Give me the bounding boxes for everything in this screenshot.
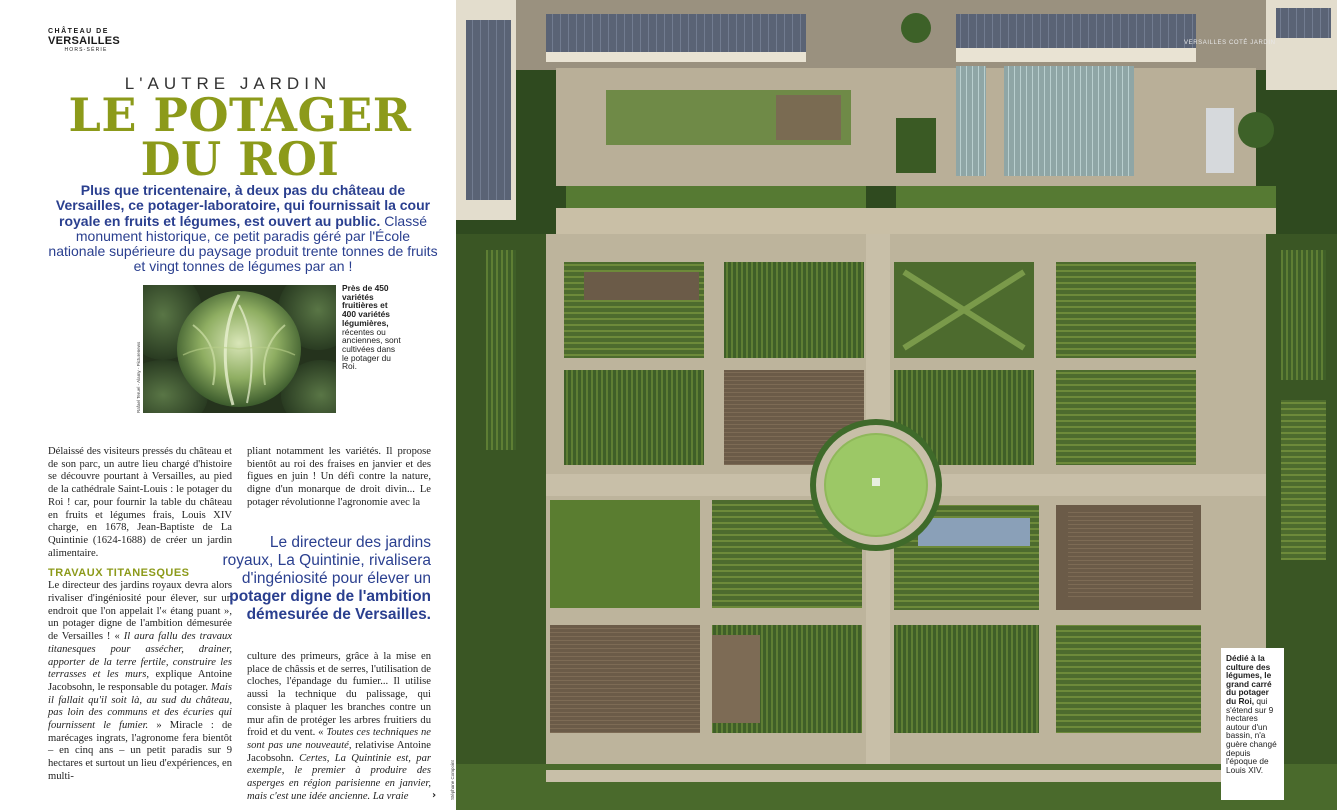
italic-quote: Mais il fallait qu'il soit là, au sud du château, pas loin des communs et des écuries qui fournissent le fumier. bbox=[48, 681, 232, 732]
body-column-2-top bbox=[247, 446, 431, 510]
next-page-arrow-icon: › bbox=[432, 790, 437, 801]
photo-caption-rest: récentes ou anciennes, sont cultivées dans le potager du Roi. bbox=[342, 326, 401, 372]
standfirst-bold: Plus que tricentenaire, à deux pas du château de Versailles, ce potager-laboratoire, qui fournissait la cour royale en fruits et légumes, est ouvert au public. bbox=[55, 182, 431, 229]
text-run: explique Antoine Jacobsohn, le responsable du potager. bbox=[48, 669, 232, 693]
body-column-1 bbox=[48, 446, 232, 784]
right-page bbox=[456, 0, 1337, 810]
body-paragraph: Délaissé des visiteurs pressés du château et de son parc, un autre lieu chargé d'histoire se découvre pourtant à Versailles, au pied de la cathédrale Saint-Louis : le potager du Roi ! car, pour fournir la table du château en fruits et légumes frais, Louis XIV charge, en 1678, Jean-Baptiste de La Quintinie (1624-1688) de créer un jardin alimentaire. bbox=[48, 446, 232, 559]
pull-quote-bold: potager digne de l'ambition démesurée de Versailles. bbox=[229, 588, 431, 623]
cabbage-photo bbox=[143, 285, 336, 413]
photo-caption-bold: Près de 450 variétés fruitières et 400 variétés légumières, bbox=[342, 283, 390, 328]
aerial-garden-photo bbox=[456, 0, 1337, 810]
text-run: culture des primeurs, grâce à la mise en place de châssis et de serres, l'utilisation de cloches, l'épandage du fumier... Il utilise aussi la technique du palissage, qui consiste à plaquer les branches contre un mur afin de protéger les arbres fruitiers du froid et du vent. « bbox=[247, 651, 431, 739]
italic-quote: Certes, La Quintinie est, par exemple, le premier à produire des asperges en région parisienne en janvier, mais c'est une idée ancienne. La vraie bbox=[247, 752, 431, 802]
subheading: TRAVAUX TITANESQUES bbox=[48, 567, 190, 580]
article-title-line-1: LE POTAGER bbox=[68, 88, 412, 142]
pull-quote-plain: Le directeur des jardins royaux, La Quintinie, rivalisera d'ingéniosité pour élever un bbox=[222, 534, 431, 587]
article-kicker: L'AUTRE JARDIN bbox=[124, 74, 332, 93]
masthead-line-1: CHÂTEAU DE bbox=[48, 28, 109, 35]
body-paragraph bbox=[247, 651, 431, 803]
body-paragraph bbox=[48, 580, 232, 783]
aerial-caption-rest: qui s'étend sur 9 hectares autour d'un bassin, n'a guère changé depuis l'époque de Louis XIV. bbox=[1226, 695, 1277, 775]
body-paragraph: pliant notamment les variétés. Il propose bientôt au roi des fraises en janvier et des figues en juin ! Un défi contre la nature, digne d'un monarque de droit divin... Le potager révolutionne l'agronomie avec la bbox=[247, 446, 431, 508]
aerial-photo-credit: Stéphane Compoint bbox=[450, 760, 455, 800]
text-run: relativise Antoine Jacobsohn. bbox=[247, 739, 431, 764]
cabbage-illustration bbox=[143, 285, 336, 413]
body-column-2-bottom bbox=[247, 651, 431, 803]
running-head: VERSAILLES COTÉ JARDIN bbox=[1184, 40, 1276, 46]
aerial-caption-bold: Dédié à la culture des légumes, le grand carré du potager du Roi, bbox=[1226, 653, 1272, 706]
text-run: » Miracle : de marécages ingrats, l'agronome fera bientôt – en cinq ans – un petit paradis sur 9 hectares et surtout un lieu d'expériences, en multi- bbox=[48, 720, 232, 782]
left-page bbox=[0, 0, 456, 810]
italic-quote: Toutes ces techniques ne sont pas une nouveauté, bbox=[247, 727, 431, 751]
magazine-masthead bbox=[48, 28, 128, 53]
masthead-line-3: HORS-SÉRIE bbox=[64, 47, 108, 53]
text-run: Le directeur des jardins royaux devra alors rivaliser d'ingéniosité pour élever, sur un endroit que l'on appelait l'« étang puant », un potager digne de l'ambition démesurée de Versailles ! « bbox=[48, 580, 232, 643]
article-standfirst bbox=[48, 183, 438, 275]
italic-quote: Il aura fallu des travaux titanesques pour assécher, drainer, apporter de la terre fertile, construire les terrasses et les murs, bbox=[48, 631, 232, 681]
cabbage-photo-credit: Rafael Teruel - Alamy - Picturenews bbox=[136, 341, 141, 413]
aerial-photo-caption bbox=[1221, 648, 1284, 800]
pull-quote bbox=[220, 534, 431, 624]
masthead-line-2: VERSAILLES bbox=[48, 35, 121, 47]
article-title-line-2: DU ROI bbox=[140, 132, 340, 186]
standfirst-rest: Classé monument historique, ce petit paradis géré par l'École nationale supérieure du paysage produit trente tonnes de fruits et vingt tonnes de légumes par an ! bbox=[48, 212, 438, 275]
cabbage-photo-caption bbox=[342, 284, 402, 371]
